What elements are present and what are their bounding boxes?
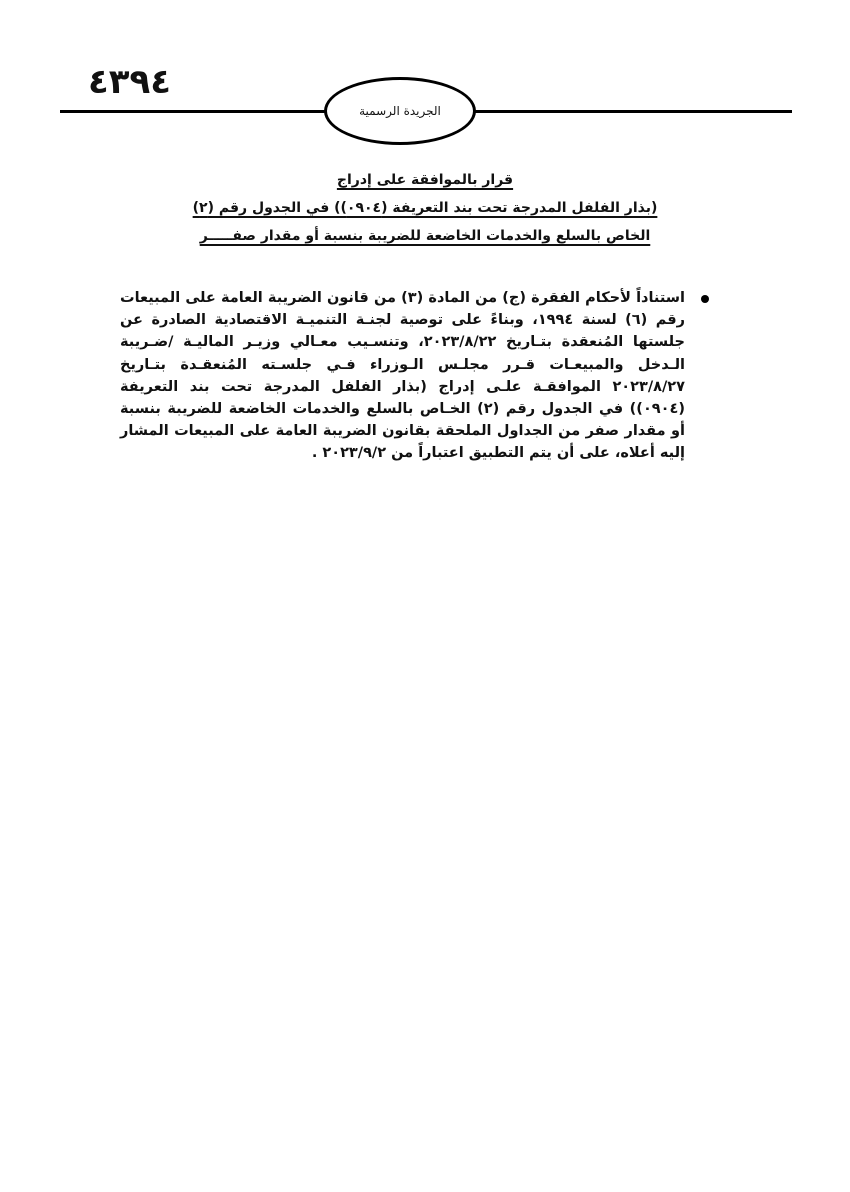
title-line-2: (بذار الفلفل المدرجة تحت بند التعريفة (٠٩٠٤)) في الجدول رقم (٢) <box>192 200 658 216</box>
body-paragraph: استناداً لأحكام الفقرة (ج) من المادة (٣) من قانون الضريبة العامة على المبيعات رقم (٦) لسنة ١٩٩٤، وبناءً على توصية لجنـة التنميـة الاقتصادية الصادرة عن جلستها المُنعقدة بتـاريخ ٢٠٢٣/٨/٢٢، وتنسـيب معـالي وزيـر الماليـة /ضـريبة الـدخل والمبيعـات قـرر مجلـس الـوزراء فـي جلسـته المُنعقـدة بتـاريخ ٢٠٢٣/٨/٢٧ الموافقـة علـى إدراج (بذار الفلفل المدرجة تحت بند التعريفة (٠٩٠٤)) في الجدول رقم (٢) الخـاص بالسلع والخدمات الخاضعة للضريبة بنسبة أو مقدار صفر من الجداول الملحقة بقانون الضريبة العامة على المبيعات المشار إليه أعلاه، على أن يتم التطبيق اعتباراً من ٢٠٢٣/٩/٢ . <box>120 290 685 462</box>
header-oval <box>324 77 476 145</box>
title-line-3: الخاص بالسلع والخدمات الخاضعة للضريبة بنسبة أو مقدار صفـــــر <box>199 228 651 244</box>
title-line-1: قرار بالموافقة على إدراج <box>336 172 514 188</box>
decision-titles <box>150 166 700 250</box>
publication-name: الجريدة الرسمية <box>359 104 441 118</box>
bullet-icon <box>701 295 709 303</box>
decision-body <box>120 287 685 465</box>
page-number: ٤٣٩٤ <box>88 62 172 102</box>
